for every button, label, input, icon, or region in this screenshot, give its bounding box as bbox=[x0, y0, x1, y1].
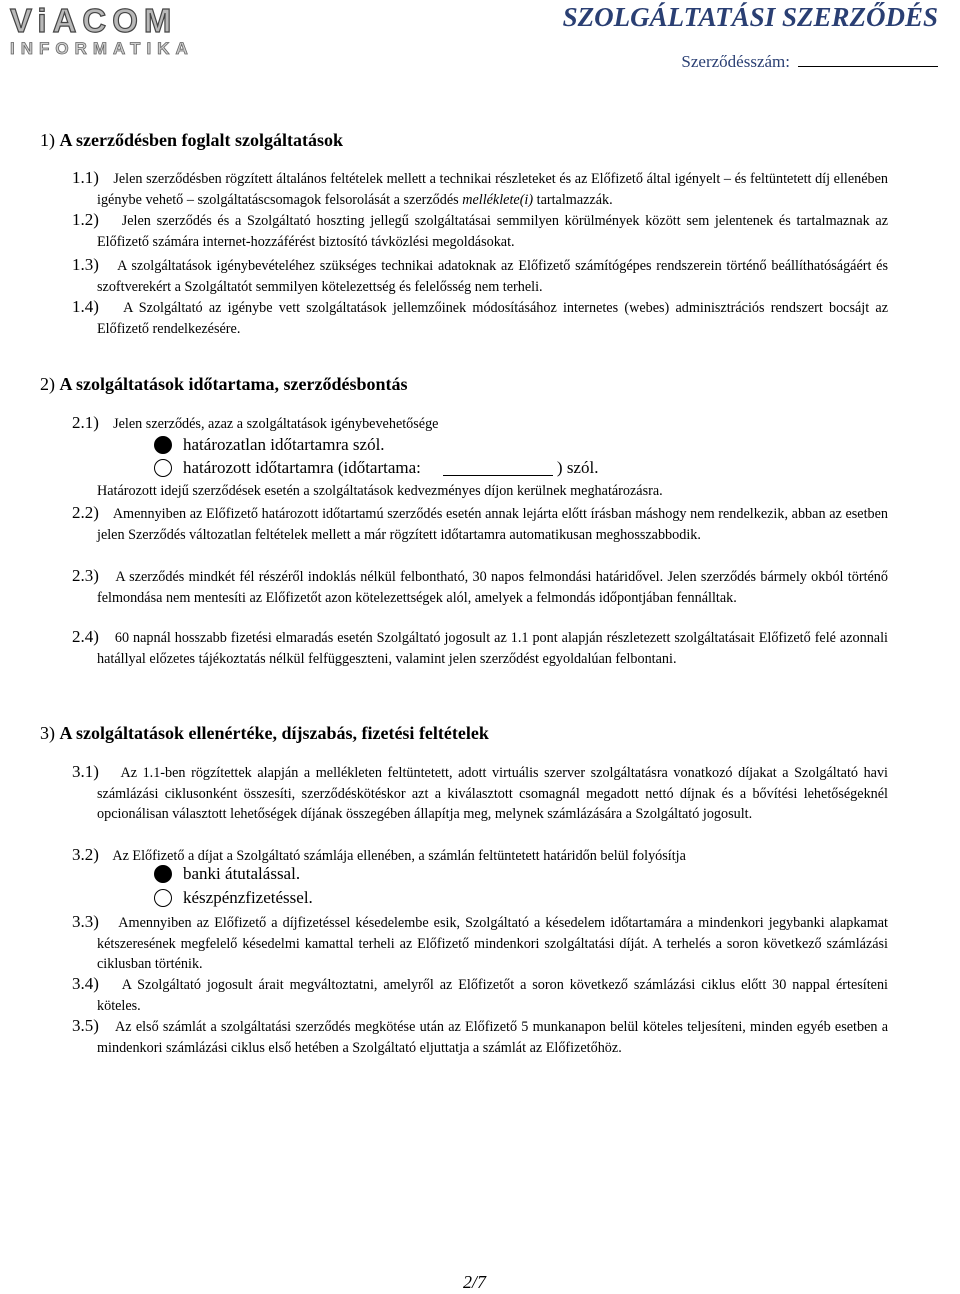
paragraph-number: 2.3) bbox=[72, 566, 99, 585]
paragraph-3-2 bbox=[72, 845, 686, 865]
contract-number-label: Szerződésszám: bbox=[681, 52, 790, 71]
radio-selected-icon[interactable] bbox=[154, 865, 172, 883]
payment-option-transfer[interactable] bbox=[154, 864, 300, 884]
section-3-title: A szolgáltatások ellenértéke, díjszabás, fizetési feltételek bbox=[59, 723, 489, 743]
section-1-number: 1) bbox=[40, 130, 55, 150]
section-2-number: 2) bbox=[40, 374, 55, 394]
section-1-heading bbox=[40, 130, 343, 151]
paragraph-1-4 bbox=[72, 297, 889, 339]
payment-option-cash[interactable] bbox=[154, 888, 313, 908]
paragraph-text: Az 1.1-ben rögzítettek alapján a mellékleten feltüntetett, adott virtuális szerver szolgáltatásra vonatkozó díjakat a Szolgáltató havi számlázási ciklusonként összesíti, szerződéskötéskor azt a kiválasztott csomagnál megadott nettó díjnak és a bővítési lehetőségeknél opcionálisan választott lehetőségek díjának összegében állapítja meg, melynek számlázására a Szolgáltató jogosult. bbox=[97, 765, 888, 822]
paragraph-2-3 bbox=[72, 566, 888, 608]
paragraph-number: 2.4) bbox=[72, 627, 99, 646]
paragraph-number: 2.1) bbox=[72, 413, 99, 432]
logo-line-1: ViACOM bbox=[10, 2, 178, 39]
paragraph-number: 3.4) bbox=[72, 974, 99, 993]
option-label: határozott időtartamra (időtartama: bbox=[183, 458, 421, 477]
option-label: készpénzfizetéssel. bbox=[183, 888, 313, 907]
section-2-title: A szolgáltatások időtartama, szerződésbontás bbox=[59, 374, 408, 394]
paragraph-1-1 bbox=[72, 168, 889, 210]
paragraph-2-2 bbox=[72, 503, 889, 545]
paragraph-3-5 bbox=[72, 1016, 888, 1058]
paragraph-text: Az Előfizető a díjat a Szolgáltató számlája ellenében, a számlán feltüntetett határidőn belül folyósítja bbox=[112, 848, 686, 864]
paragraph-text: A szolgáltatások igénybevételéhez szükséges technikai adatoknak az Előfizető számítógépes rendszerein történő beállíthatóságáért és szoftverekért a Szolgáltatót semmilyen kötelezettség és felelősség nem terheli. bbox=[97, 258, 888, 295]
paragraph-number: 3.2) bbox=[72, 845, 99, 864]
paragraph-text: A szerződés mindkét fél részéről indoklás nélkül felbontható, 30 napos felmondási határidővel. Jelen szerződés bármely okból történő felmondása nem mentesíti az Előfizetőt azon kötelezettségek alól, amelyek a felmondás időpontjában fennálltak. bbox=[97, 569, 888, 606]
paragraph-3-4 bbox=[72, 974, 889, 1016]
paragraph-text: Jelen szerződésben rögzített általános feltételek mellett a technikai részleteket és az Előfizető által igényelt – és feltüntetett díj ellenében igénybe vehető – szolgáltatáscsomagok felsorolását a szerződés bbox=[97, 171, 889, 208]
paragraph-text: Az első számlát a szolgáltatási szerződés megkötése után az Előfizető 5 munkanapon belül köteles teljesíteni, minden egyéb esetben a mindenkori számlázási ciklus első hetében a Szolgáltató eljuttatja a számlát az Előfizetőhöz. bbox=[97, 1019, 888, 1056]
radio-empty-icon[interactable] bbox=[154, 459, 172, 477]
paragraph-text: A Szolgáltató az igénybe vett szolgáltatások jellemzőinek módosításához internetes (webes) adminisztrációs rendszert bocsájt az Előfizető rendelkezésére. bbox=[97, 300, 889, 337]
company-logo bbox=[6, 4, 256, 60]
duration-option-fixed[interactable] bbox=[154, 458, 598, 478]
logo-line-2: INFORMATIKA bbox=[10, 39, 194, 58]
page-number: 2/7 bbox=[463, 1272, 487, 1292]
paragraph-2-4 bbox=[72, 627, 888, 669]
paragraph-text: Jelen szerződés és a Szolgáltató hoszting jellegű szolgáltatásai semmilyen körülmények között sem jelentenek és tartalmaznak az Előfizető számára internet-hozzáférést biztosító távközlési megoldásokat. bbox=[97, 213, 889, 250]
paragraph-number: 3.3) bbox=[72, 912, 99, 931]
section-3-number: 3) bbox=[40, 723, 55, 743]
contract-number bbox=[681, 52, 938, 72]
paragraph-number: 2.2) bbox=[72, 503, 99, 522]
radio-empty-icon[interactable] bbox=[154, 889, 172, 907]
paragraph-italic: melléklete(i) bbox=[462, 191, 534, 208]
option-label: határozatlan időtartamra szól. bbox=[183, 435, 385, 454]
paragraph-number: 3.1) bbox=[72, 762, 99, 781]
paragraph-text: A Szolgáltató jogosult árait megváltoztatni, amelyről az Előfizetőt a soron következő számlázási ciklus előtt 30 nappal értesíteni köteles. bbox=[97, 977, 889, 1014]
option-label: banki átutalással. bbox=[183, 864, 301, 883]
paragraph-number: 1.2) bbox=[72, 210, 99, 229]
paragraph-number: 1.3) bbox=[72, 255, 99, 274]
section-2-heading bbox=[40, 374, 407, 395]
contract-number-field[interactable] bbox=[798, 52, 938, 67]
duration-field[interactable] bbox=[443, 461, 553, 476]
paragraph-3-3 bbox=[72, 912, 889, 975]
radio-selected-icon[interactable] bbox=[154, 436, 172, 454]
paragraph-number: 3.5) bbox=[72, 1016, 99, 1035]
paragraph-1-2 bbox=[72, 210, 889, 252]
section-1-title: A szerződésben foglalt szolgáltatások bbox=[59, 130, 343, 150]
paragraph-text: 60 napnál hosszabb fizetési elmaradás esetén Szolgáltató jogosult az 1.1 pont alapján részletezett szolgáltatásait Előfizető felé azonnali hatállyal előzetes tájékoztatás nélkül felfüggeszteni, valamint jelen szerződést egyoldalúan felbontani. bbox=[97, 630, 888, 667]
paragraph-text: Amennyiben az Előfizető határozott időtartamú szerződés esetén annak lejárta előtt írásban máshogy nem rendelkezik, abban az esetben jelen Szerződés változatlan feltételek mellett a már rögzített időtartamra automatikusan meghosszabbodik. bbox=[97, 506, 889, 543]
fixed-term-note: Határozott idejű szerződések esetén a szolgáltatások kedvezményes díjon kerülnek meghatározásra. bbox=[97, 483, 663, 499]
paragraph-number: 1.1) bbox=[72, 168, 99, 187]
section-3-heading bbox=[40, 723, 489, 744]
duration-option-indefinite[interactable] bbox=[154, 435, 385, 455]
option-label-end: ) szól. bbox=[556, 458, 599, 477]
paragraph-text: Jelen szerződés, azaz a szolgáltatások igénybevehetősége bbox=[113, 416, 439, 432]
document-title: SZOLGÁLTATÁSI SZERZŐDÉS bbox=[562, 2, 938, 32]
paragraph-3-1 bbox=[72, 762, 888, 825]
paragraph-1-3 bbox=[72, 255, 888, 297]
paragraph-text: Amennyiben az Előfizető a díjfizetéssel késedelembe esik, Szolgáltató a késedelem időtartamára a mindenkori jegybanki alapkamat kétszeresének megfelelő késedelmi kamattal terheli az Előfizető mindenkori szolgáltatási díját. A terhelés a soron következő számlázási ciklusban történik. bbox=[97, 915, 889, 972]
paragraph-2-1 bbox=[72, 413, 438, 433]
paragraph-number: 1.4) bbox=[72, 297, 99, 316]
paragraph-text-end: tartalmazzák. bbox=[536, 191, 613, 208]
